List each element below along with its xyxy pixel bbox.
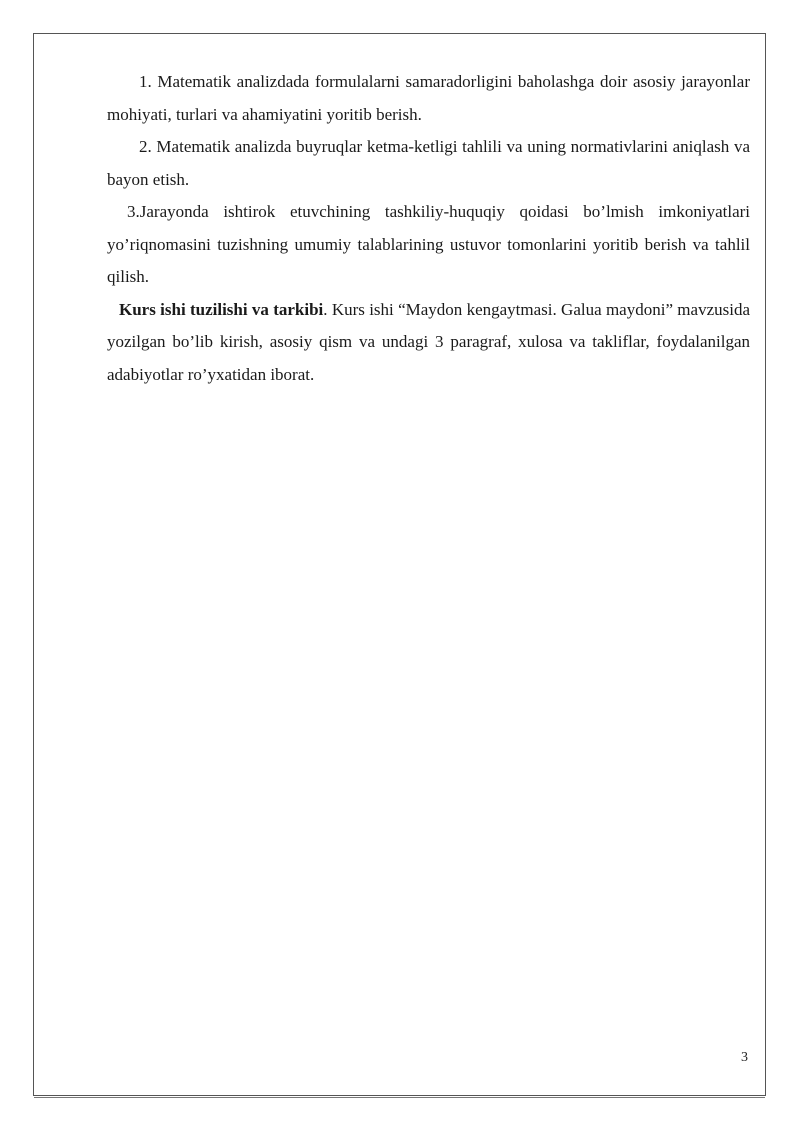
document-body	[107, 66, 750, 391]
paragraph-structure	[107, 294, 750, 392]
paragraph-bold-lead: Kurs ishi tuzilishi va tarkibi	[119, 299, 324, 319]
paragraph-text: 1. Matematik analizdada formulalarni samaradorligini baholashga doir asosiy jarayonlar mohiyati, turlari va ahamiyatini yoritib berish.	[107, 72, 750, 124]
paragraph-item-1	[107, 66, 750, 131]
page-number: 3	[741, 1050, 748, 1065]
paragraph-text: . Kurs ishi “Maydon kengaytmasi. Galua maydoni” mavzusida yozilgan bo’lib kirish, asosiy qism va undagi 3 paragraf, xulosa va takliflar, foydalanilgan adabiyotlar ro’yxatidan iborat.	[107, 299, 750, 384]
paragraph-text: 2. Matematik analizda buyruqlar ketma-ketligi tahlili va uning normativlarini aniqlash va bayon etish.	[107, 137, 750, 189]
paragraph-text: 3.Jarayonda ishtirok etuvchining tashkiliy-huquqiy qoidasi bo’lmish imkoniyatlari yo’riqnomasini tuzishning umumiy talablarining ustuvor tomonlarini yoritib berish va tahlil qilish.	[107, 202, 750, 286]
paragraph-item-3	[107, 196, 750, 294]
paragraph-item-2	[107, 131, 750, 196]
